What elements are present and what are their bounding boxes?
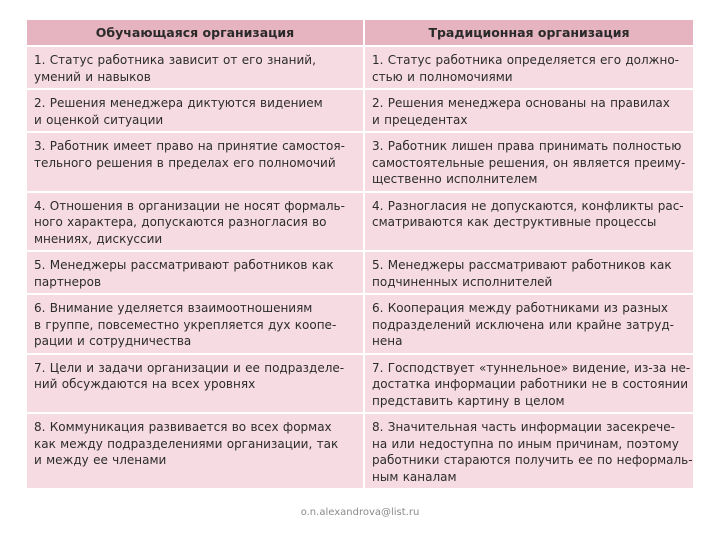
table-row (27, 413, 693, 488)
cell-line: и оценкой ситуации (34, 112, 164, 127)
cell-line: 3. Работник лишен права принимать полностью (372, 139, 682, 153)
cell-line: работники стараются получить ее по неформаль- (372, 453, 693, 467)
cell-line: стью и полномочиями (372, 69, 513, 84)
cell-line: мнениях, дискуссии (34, 231, 163, 246)
cell-line: 4. Разногласия не допускаются, конфликты рас- (372, 198, 684, 213)
cell-traditional (364, 132, 693, 192)
table-row (27, 192, 693, 252)
table-header-row (27, 20, 693, 46)
table-row (27, 294, 693, 354)
cell-learning (27, 413, 364, 488)
cell-line: нена (372, 334, 403, 348)
cell-learning (27, 89, 364, 132)
cell-traditional (364, 294, 693, 354)
comparison-table (27, 20, 693, 488)
table-row (27, 251, 693, 294)
cell-learning (27, 354, 364, 414)
header-traditional-organization: Традиционная организация (364, 20, 693, 46)
cell-line: сматриваются как деструктивные процессы (372, 215, 657, 229)
cell-line: 7. Цели и задачи организации и ее подразделе- (34, 360, 345, 375)
cell-line: ного характера, допускаются разногласия во (34, 215, 327, 229)
cell-traditional (364, 192, 693, 252)
cell-line: 2. Решения менеджера основаны на правилах (372, 96, 670, 110)
table-row (27, 354, 693, 414)
cell-line: ным каналам (372, 469, 457, 484)
cell-line: 3. Работник имеет право на принятие самостоя- (34, 139, 345, 153)
cell-line: 4. Отношения в организации не носят формаль- (34, 198, 345, 213)
cell-line: 5. Менеджеры рассматривают работников как (372, 258, 672, 272)
cell-line: и прецедентах (372, 112, 468, 127)
cell-line: тельного решения в пределах его полномочий (34, 155, 336, 170)
cell-line: представить картину в целом (372, 393, 565, 408)
cell-learning (27, 251, 364, 294)
cell-line: 1. Статус работника определяется его должно- (372, 53, 679, 67)
cell-traditional (364, 89, 693, 132)
cell-line: 1. Статус работника зависит от его знаний, (34, 53, 316, 67)
cell-traditional (364, 413, 693, 488)
cell-line: партнеров (34, 274, 102, 289)
table-row (27, 132, 693, 192)
cell-line: 2. Решения менеджера диктуются видением (34, 96, 323, 110)
cell-learning (27, 132, 364, 192)
cell-learning (27, 192, 364, 252)
cell-line: 6. Внимание уделяется взаимоотношениям (34, 301, 313, 315)
cell-line: подчиненных исполнителей (372, 274, 553, 289)
cell-line: 8. Значительная часть информации засекрече- (372, 420, 675, 434)
cell-line: на или недоступна по иным причинам, поэтому (372, 436, 679, 451)
footer-email: o.n.alexandrova@list.ru (300, 507, 420, 518)
cell-line: 6. Кооперация между работниками из разных (372, 301, 669, 315)
cell-line: ний обсуждаются на всех уровнях (34, 377, 256, 391)
cell-line: щественно исполнителем (372, 172, 538, 186)
cell-line: 7. Господствует «туннельное» видение, из-за не- (372, 360, 691, 375)
cell-line: как между подразделениями организации, так (34, 436, 339, 451)
header-learning-organization: Обучающаяся организация (27, 20, 364, 46)
cell-learning (27, 46, 364, 89)
cell-line: 5. Менеджеры рассматривают работников как (34, 258, 334, 272)
cell-line: рации и сотрудничества (34, 334, 192, 348)
cell-traditional (364, 46, 693, 89)
cell-line: самостоятельные решения, он является преиму- (372, 155, 686, 170)
cell-line: в группе, повсеместно укрепляется дух коопе- (34, 317, 337, 332)
cell-traditional (364, 251, 693, 294)
cell-line: и между ее членами (34, 453, 167, 467)
cell-line: 8. Коммуникация развивается во всех формах (34, 420, 332, 434)
cell-learning (27, 294, 364, 354)
table-row (27, 46, 693, 89)
comparison-table-container (27, 20, 693, 488)
cell-line: подразделений исключена или крайне затруд- (372, 317, 674, 332)
cell-line: достатка информации работники не в состоянии (372, 377, 689, 391)
cell-line: умений и навыков (34, 69, 151, 84)
cell-traditional (364, 354, 693, 414)
table-row (27, 89, 693, 132)
